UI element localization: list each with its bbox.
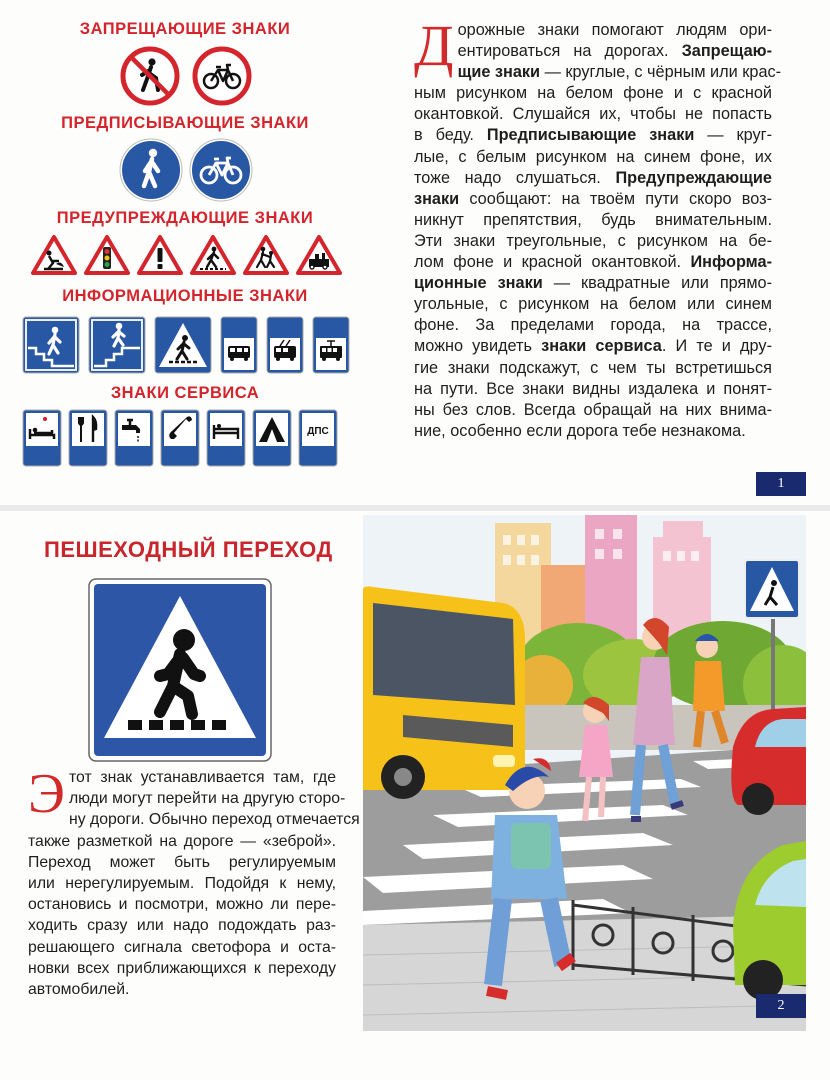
boy-in-orange	[693, 661, 725, 711]
roadworks-icon	[31, 234, 77, 276]
page2-text-line: новки всех приближающихся к переходу	[28, 959, 336, 977]
pedestrian-crossing-icon	[154, 316, 212, 374]
warning-signs-row	[0, 234, 372, 276]
page2-dropcap: Э	[28, 763, 65, 825]
drinking-water-icon	[114, 409, 154, 467]
heading-prohibitory-signs: ЗАПРЕЩАЮЩИЕ ЗНАКИ	[79, 20, 291, 38]
text-run: — квадратные или прямо-	[542, 274, 772, 293]
page1-text-line	[414, 358, 772, 379]
page1-text-line	[414, 125, 772, 146]
text-run: ентироваться на дорогах.	[457, 42, 682, 61]
bicycle-path-icon	[189, 138, 253, 202]
page2-text-line: решающего сигнала светофора и оста-	[28, 938, 336, 956]
page1-text-line	[414, 210, 772, 231]
text-run: лые, с белым рисунком на синем фоне, их	[414, 147, 772, 166]
page2-text-line: люди могут перейти на другую сторо-	[68, 790, 346, 808]
text-run: — круг-	[694, 126, 772, 145]
bold-term: знаки сервиса	[541, 337, 662, 356]
page-number-1: 1	[756, 472, 806, 496]
camping-icon	[252, 409, 292, 467]
no-pedestrians-icon	[120, 46, 180, 106]
page1-text-line	[414, 273, 772, 294]
text-run: орожные знаки помогают людям ори-	[457, 21, 772, 39]
text-run: в беду.	[414, 126, 487, 145]
prohibitory-signs-row	[0, 46, 372, 106]
pedestrian-crossing-warning-icon	[190, 234, 236, 276]
mandatory-signs-row	[0, 138, 372, 202]
text-run: — круглые, с чёрным или крас-	[540, 63, 782, 82]
page1-text-line	[414, 62, 782, 83]
bold-term: Предупреждающие	[615, 168, 772, 187]
page2-text-line: также разметкой на дороге — «зеброй».	[28, 832, 336, 850]
page2-text-line: ходить сразу или надо подождать раз-	[28, 917, 336, 935]
page2-text-line: автомобилей.	[28, 981, 130, 999]
children-icon	[243, 234, 289, 276]
heading-service-signs: ЗНАКИ СЕРВИСА	[110, 384, 260, 402]
page2-text-line: остановись и посмотри, можно ли пере-	[28, 896, 336, 914]
text-run: гие знаки подскажут, с чем ты встретишься	[414, 358, 772, 377]
text-run: можно увидеть	[414, 337, 542, 356]
large-pedestrian-crossing-icon	[88, 578, 272, 762]
page1-text-line	[414, 294, 772, 315]
telephone-icon	[160, 409, 200, 467]
train-crossing-icon	[296, 234, 342, 276]
pedestrian-path-icon	[119, 138, 183, 202]
backpack	[511, 823, 551, 869]
page1-text-line	[414, 336, 772, 357]
traffic-police-icon	[298, 409, 338, 467]
page1-text-line	[414, 104, 772, 125]
text-run: . И те и дру-	[661, 337, 772, 356]
text-run: окантовкой. Слушайся их, чтобы не попасть	[414, 105, 772, 124]
text-run: на пути. Все знаки видны издалека и понят-	[414, 379, 772, 398]
no-bicycles-icon	[192, 46, 252, 106]
page1-text-line	[414, 400, 772, 421]
text-run: угольные, с рисунком на белом или синем	[414, 295, 772, 314]
text-run: тоже надо слушаться.	[414, 168, 616, 187]
page2-title: ПЕШЕХОДНЫЙ ПЕРЕХОД	[44, 537, 333, 562]
page1-text-line	[414, 168, 772, 189]
bold-term: Предписывающие знаки	[486, 126, 695, 145]
page1-text-line	[414, 315, 772, 336]
heading-information-signs: ИНФОРМАЦИОННЫЕ ЗНАКИ	[62, 287, 308, 305]
page2-text-line: тот знак устанавливается там, где	[68, 769, 336, 786]
text-run: лом фоне и красной окантовкой.	[414, 253, 691, 272]
bold-term: Информа-	[690, 253, 772, 272]
bold-term: щие знаки	[457, 63, 541, 82]
information-signs-row	[0, 316, 372, 374]
text-run: никнут препятствия, будь внимательным.	[414, 210, 772, 229]
page1-text-line	[414, 83, 772, 104]
text-run: ным рисунком на белом фоне и с красной	[414, 84, 772, 103]
traffic-light-icon	[84, 234, 130, 276]
tram-stop-icon	[312, 316, 350, 374]
text-run: сообщают: на твоём пути скоро воз-	[459, 189, 772, 208]
page-1	[0, 0, 830, 505]
underground-crossing-icon	[22, 316, 80, 374]
page2-text-line: Переход может быть регулируемым	[28, 853, 336, 871]
text-run: ны без слов. Всегда обращай на них внима-	[414, 400, 772, 419]
first-aid-icon	[22, 409, 62, 467]
bold-term: знаки	[414, 189, 460, 208]
street-crossing-illustration	[363, 515, 806, 1031]
hotel-icon	[206, 409, 246, 467]
page1-text-line	[414, 20, 772, 41]
page1-text-line	[414, 379, 772, 400]
bold-term: ционные знаки	[414, 274, 543, 293]
bus-stop-icon	[220, 316, 258, 374]
overpass-crossing-icon	[88, 316, 146, 374]
page2-text-line: или нерегулируемым. Подойдя к нему,	[28, 875, 336, 893]
service-signs-row	[0, 409, 366, 467]
page1-text-line	[414, 421, 772, 442]
heading-warning-signs: ПРЕДУПРЕЖДАЮЩИЕ ЗНАКИ	[56, 209, 314, 227]
page-number-2: 2	[756, 994, 806, 1018]
page1-paragraph	[414, 13, 782, 442]
page1-text-line	[414, 252, 772, 273]
traffic-police-label: ДПС	[307, 426, 329, 437]
trolleybus-stop-icon	[266, 316, 304, 374]
heading-mandatory-signs: ПРЕДПИСЫВАЮЩИЕ ЗНАКИ	[61, 114, 309, 132]
text-run: фоне. За пределами города, на трассе,	[414, 316, 772, 335]
page1-text-line	[414, 41, 772, 62]
text-run: ние, особенно если дорога тебе незнакома.	[414, 421, 746, 440]
danger-icon	[137, 234, 183, 276]
page2-text-line: ну дороги. Обычно переход отмечается	[68, 811, 360, 829]
page1-text-line	[414, 147, 772, 168]
bold-term: Запрещаю-	[681, 42, 772, 61]
page1-text-line	[414, 189, 772, 210]
text-run: Эти знаки треугольные, с рисунком на бе-	[414, 231, 772, 250]
page2-paragraph	[28, 763, 360, 1000]
page1-text-line	[414, 231, 772, 252]
food-icon	[68, 409, 108, 467]
page1-dropcap: Д	[414, 13, 454, 78]
